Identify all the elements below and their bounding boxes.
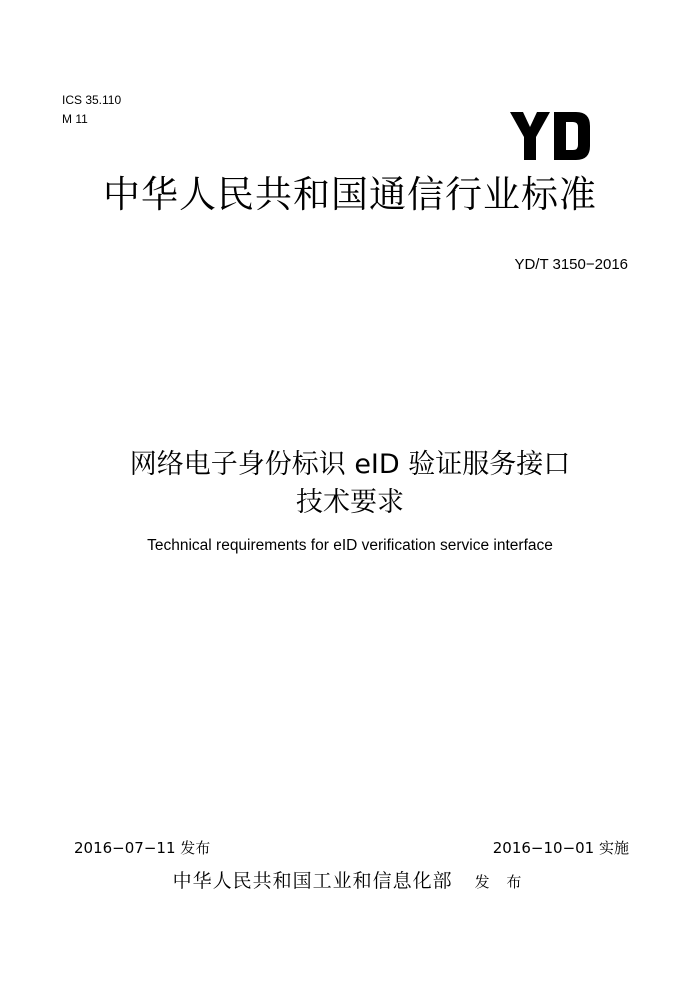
ics-code: ICS 35.110: [62, 93, 122, 107]
publish-date: 2016−07−11 发布: [74, 839, 211, 857]
classification-code: M 11: [62, 112, 88, 126]
standard-type-heading: 中华人民共和国通信行业标准: [103, 173, 597, 216]
yd-logo: [510, 112, 592, 160]
issuer: [0, 868, 700, 895]
bottom-divider: [62, 862, 638, 863]
yd-logo-letter-y: [510, 112, 550, 160]
implement-date: 2016−10−01 实施: [492, 839, 629, 857]
issuer-name: 中华人民共和国工业和信息化部: [172, 870, 453, 892]
title-chinese-line-2: 技术要求: [296, 487, 404, 518]
title-english: Technical requirements for eID verification service interface: [147, 537, 553, 554]
issuer-suffix: 发 布: [474, 873, 528, 891]
standard-number: YD/T 3150−2016: [514, 256, 628, 273]
top-divider: [62, 229, 638, 230]
title-chinese-line-1: 网络电子身份标识 eID 验证服务接口: [129, 449, 571, 480]
yd-logo-letter-d: [554, 112, 590, 160]
